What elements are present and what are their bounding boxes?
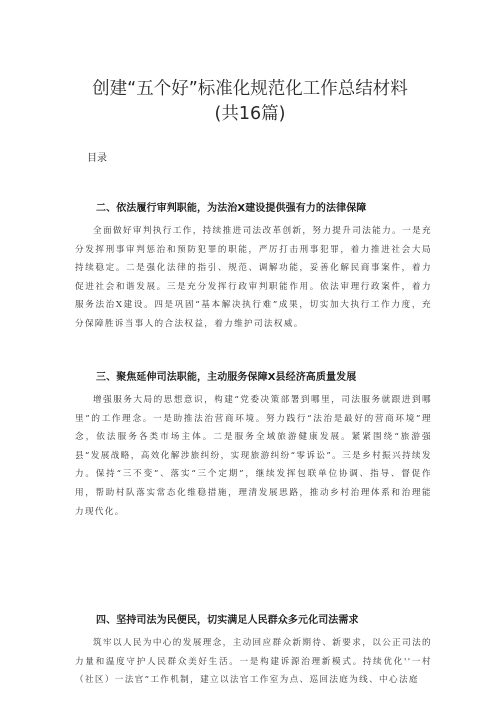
section-paragraph: 全面做好审判执行工作，持续推进司法改革创新，努力提升司法能力。一是充分发挥刑事审判惩治和预防犯罪的职能，严厉打击刑事犯罪，着力推进社会大局持续稳定。二是强化法律的指引、规范、调解功能，妥善化解民商事案件，着力促进社会和谐发展。三是充分发挥行政审判职能作用。依法审理行政案件，着力服务法治X建设。四是巩固“基本解决执行难”成果，切实加大执行工作力度，充分保障胜诉当事人的合法权益，着力维护司法权威。: [75, 226, 432, 329]
section-paragraph: 筑牢以人民为中心的发展理念，主动回应群众新期待、新要求，以公正司法的力量和温度守护人民群众美好生活。一是构建诉源治理新模式。持续优化''一村（社区）一法官”工作机制，建立以法官工作室为点、巡回法庭为线、中心法庭: [75, 638, 432, 686]
document-subtitle-count: (共16篇): [214, 104, 286, 124]
section-heading: 三、聚焦延伸司法职能，主动服务保障X县经济高质量发展: [96, 372, 357, 383]
toc-label: 目录: [87, 153, 107, 164]
section-paragraph: 增强服务大局的思想意识，构建“党委决策部署到哪里，司法服务就跟进到哪里”的工作理念。一是助推法治营商环境。努力践行“法治是最好的营商环境”理念，依法服务各类市场主体。二是服务全域旅游健康发展。紧紧围绕“旅游强县”发展战略，高效化解涉旅纠纷，实现旅游纠纷“零诉讼”。三是乡村振兴持续发力。保持“三不变”、落实“三个定期”，继续发挥包联单位协调、指导、督促作用，帮助村队落实常态化维稳措施，理清发展思路，推动乡村治理体系和治理能力现代化。: [75, 395, 432, 517]
document-title: 创建“五个好”标准化规范化工作总结材料: [92, 79, 408, 99]
section-heading: 四、坚持司法为民便民，切实满足人民群众多元化司法需求: [96, 615, 359, 626]
section-heading: 二、依法履行审判职能，为法治X建设提供强有力的法律保障: [96, 203, 367, 214]
